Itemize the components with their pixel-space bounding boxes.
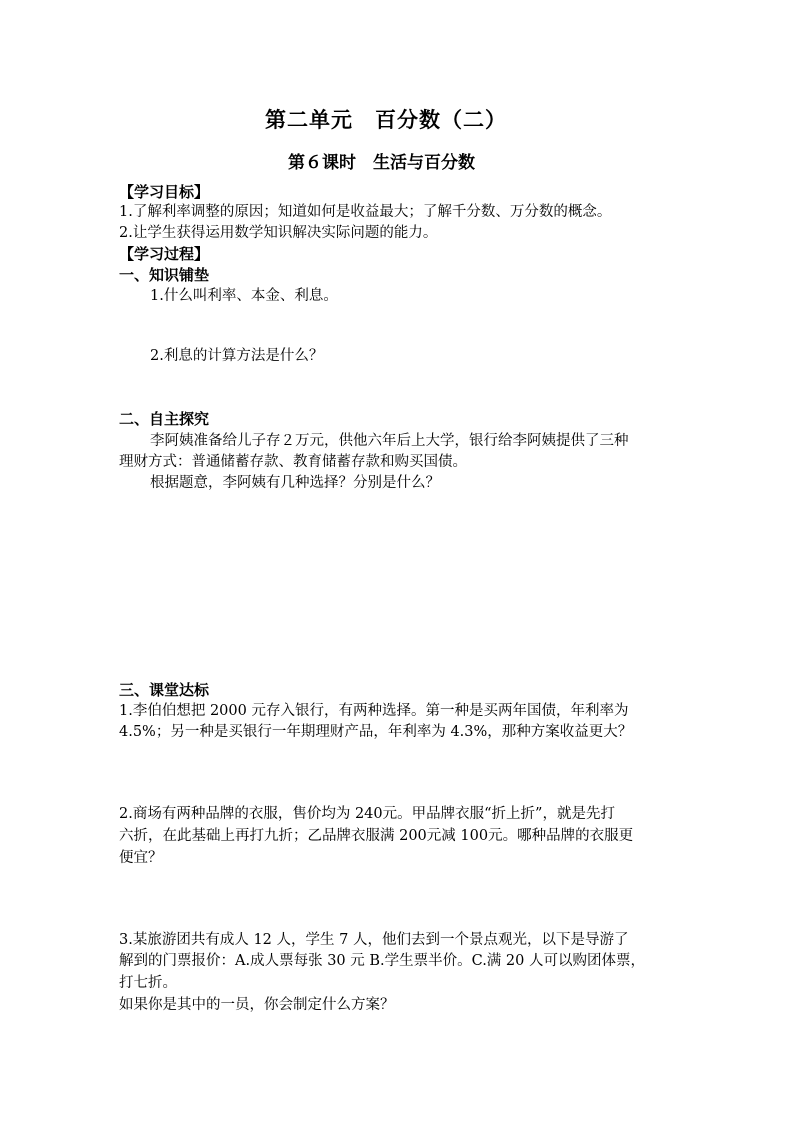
exercise-2-line-3: 便宜？ — [119, 850, 163, 866]
section-1-heading: 一、知识铺垫 — [119, 266, 210, 284]
section-1-question-1: 1.什么叫利率、本金、利息。 — [150, 288, 338, 304]
objective-item-2: 2.让学生获得运用数学知识解决实际问题的能力。 — [119, 225, 438, 241]
process-heading: 【学习过程】 — [119, 245, 210, 263]
lesson-subtitle: 第６课时 生活与百分数 — [288, 153, 475, 173]
page-title: 第二单元 百分数（二） — [265, 107, 507, 132]
section-2-line-2: 理财方式：普通储蓄存款、教育储蓄存款和购买国债。 — [119, 454, 467, 470]
section-2-line-3: 根据题意，李阿姨有几种选择？分别是什么？ — [150, 475, 440, 491]
exercise-2-line-2: 六折，在此基础上再打九折；乙品牌衣服满 200元减 100元。哪种品牌的衣服更 — [119, 828, 634, 844]
exercise-1-line-1: 1.李伯伯想把 2000 元存入银行，有两种选择。第一种是买两年国债，年利率为 — [119, 703, 629, 719]
exercise-3-line-2: 解到的门票报价：A.成人票每张 30 元 B.学生票半价。C.满 20 人可以购团体票， — [119, 953, 645, 969]
section-2-line-1: 李阿姨准备给儿子存２万元，供他六年后上大学，银行给李阿姨提供了三种 — [150, 433, 629, 449]
exercise-1-line-2: 4.5%；另一种是买银行一年期理财产品，年利率为 4.3%，那种方案收益更大？ — [119, 724, 633, 740]
exercise-3-line-4: 如果你是其中的一员，你会制定什么方案？ — [119, 997, 395, 1013]
section-1-question-2: 2.利息的计算方法是什么？ — [150, 348, 324, 364]
objective-item-1: 1.了解利率调整的原因；知道如何是收益最大；了解千分数、万分数的概念。 — [119, 204, 612, 220]
exercise-3-line-1: 3.某旅游团共有成人 12 人，学生 7 人，他们去到一个景点观光，以下是导游了 — [119, 932, 629, 948]
objectives-heading: 【学习目标】 — [119, 183, 210, 201]
exercise-3-line-3: 打七折。 — [119, 975, 177, 991]
section-3-heading: 三、课堂达标 — [119, 681, 210, 699]
section-2-heading: 二、自主探究 — [119, 410, 210, 428]
exercise-2-line-1: 2.商场有两种品牌的衣服，售价均为 240元。甲品牌衣服“折上折”，就是先打 — [119, 806, 615, 822]
